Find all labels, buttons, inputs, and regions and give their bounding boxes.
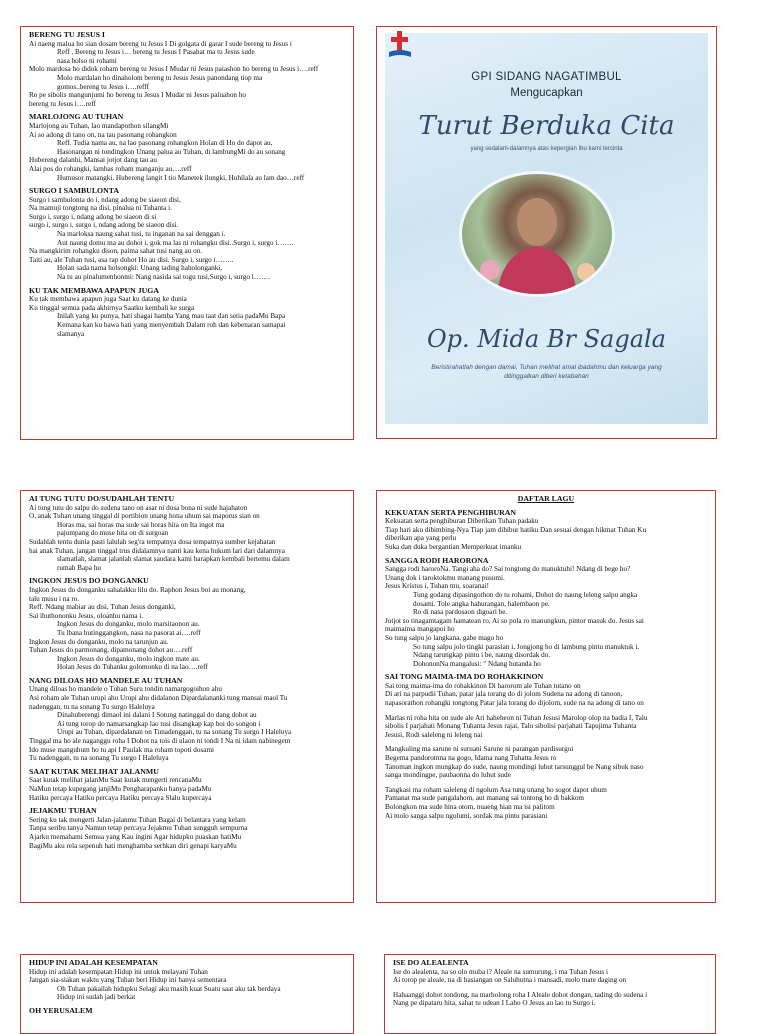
hymn-line: hai anak Tuhan, jangan tinggal trus didalamnya nanti kau kena hukum lari dari dalamnya bbox=[29, 546, 285, 555]
hymn-line: Inilah yang ku punya, hati sbagai hamba Yang mau taat dan setia padaMu Bapa bbox=[57, 312, 286, 321]
hymn-line: Aut naung domu ma au dohot i, gok ma las ni rohangku disi..Surgo i, surgo i……. bbox=[57, 238, 294, 247]
hymn-line: Kemana kan ku bawa hati yang menyembah Dalam roh dan kebenaran samapai bbox=[57, 321, 286, 329]
church-name: GPI SIDANG NAGATIMBUL bbox=[471, 71, 622, 83]
hymn-title: OH YERUSALEM bbox=[29, 1005, 93, 1015]
hymn-line: Tanoman ingkon mungkap do sude, naung mondingi luhut tarsunggul be Nang sibuk naso bbox=[385, 762, 644, 771]
hymn-line: Sai tong maima-ima do rohakkinon Di harorom ale Tuhan tutano on bbox=[385, 681, 581, 690]
hymn-line: Ai so adong di tano on, na tau pasonang rohangkon bbox=[29, 130, 177, 139]
hymn-panel-4 bbox=[20, 954, 354, 1034]
hymn-line: Nang pe dipataru hita, sahat tu udean I Laho O Jesus au lao tu Surgo i. bbox=[393, 999, 596, 1008]
hymn-line: DohononNa mangalusi: " Ndang hutanda ho bbox=[413, 659, 541, 668]
hymn-line: Holan sada nama holsongki: Unang tading haholonganki, bbox=[57, 264, 223, 273]
hymn-line: Ajarku memahami Semua yang Kau ingini Agar hidupku puaskan hatiMu bbox=[29, 832, 242, 841]
hymn-line: Na marloksa naung sahat tusi, tu inganan na sai denggan i. bbox=[57, 230, 226, 239]
hymn-line: Hahaanggi dohot tondong, na marholong roha I Aleale dohot dongan, tading do sudena i bbox=[393, 990, 648, 999]
hymn-line: Marlojong au Tuhan, lao mandapothon silangMi bbox=[29, 121, 169, 130]
hymn-line: sibolis I parjahati Monang Tuhanta Jesus rajai, Talu sibolisi parjahati Tapujima Tuhanta bbox=[385, 722, 637, 731]
song-list-heading: DAFTAR LAGU bbox=[517, 494, 575, 503]
hymn-panel-2-content bbox=[21, 491, 353, 854]
hymn-line: BagiMu aku rela sepenuh hati menghamba serhkan diri genapi karyaMu bbox=[29, 841, 237, 850]
hymn-title: SANGGA RODI HARORONA bbox=[385, 555, 489, 565]
hymn-line: talu musu i na ro. bbox=[29, 594, 80, 603]
hymn-line: Na mamuji tongtong na disi, pinalua ni Tuhanta i. bbox=[29, 204, 172, 213]
hymn-title: ISE DO ALEALENTA bbox=[393, 958, 469, 967]
hymn-line: Sering ku tak mengerti Jalan-jalanmu Tuhan Bagai di belantara yang kelam bbox=[29, 815, 246, 824]
hymn-panel-3-content bbox=[377, 491, 715, 824]
hymn-line: Jesus Kristus i, Tuhan mu, soaranai! bbox=[385, 582, 490, 591]
hymn-line: Sudahlah tentu dunia pasti lalulah seg'ra tempatnya dosa tempatnya sumber kejahatan bbox=[29, 537, 276, 546]
hymn-line: Tanpa seribu tanya Namun tetap percaya Jejakmu Tuhan sungguh sempurna bbox=[29, 824, 248, 833]
hymn-line: Ai naeng malua ho sian dosam bereng tu Jesus I Di golgata di garar I sude bereng tu Jesus i bbox=[29, 39, 292, 48]
hymn-line: Kekuatan serta penghiburan Diberikan Tuhan padaku bbox=[385, 517, 539, 526]
hymn-line: Ai tung torop do namarsangkap lao tusi disangkap kap boi do songon i bbox=[57, 719, 261, 728]
hymn-line: Ro di nasa pardosaon digoari be. bbox=[413, 608, 508, 617]
hymn-line: Reff . Bereng tu Jesus i… bereng tu Jesus I Pasahat ma tu Jesus sude bbox=[57, 48, 255, 57]
hymn-line: Reff. Tudia nama au, na lao pasonang rohangkon Holan di Ho do dapot au, bbox=[57, 139, 273, 148]
hymn-line: Jangan sia-siakan waktu yang Tuhan beri Hidup ini hanya sementara bbox=[29, 976, 227, 985]
hymn-line: Unang diloas ho mandele o Tuhan Suru tondin namargogoihon ahu bbox=[29, 685, 222, 694]
hymn-line: dosami. Tole angka hahurangan, halembaon pe. bbox=[413, 599, 550, 608]
hymn-line: Surgo i sambulonta do i, ndang adong be siaeon disi, bbox=[29, 195, 181, 204]
hymn-line: Ku tak membawa apapun juga Saat ku datang ke dunia bbox=[29, 295, 187, 304]
hymn-line: Jesusi, Rodi saleleng ni leleng nai bbox=[385, 730, 483, 739]
church-cross-icon bbox=[387, 29, 413, 59]
hymn-panel-5-content bbox=[385, 955, 715, 1012]
hymn-line: nasa holso ni rohami bbox=[57, 56, 117, 65]
hymn-line: Mangkuling ma sarune ni suruani Sarune ni parangan pardisurgoi bbox=[385, 745, 574, 754]
greeting-text: Mengucapkan bbox=[510, 87, 583, 99]
hymn-line: Asi roham ale Tuhan urupi ahu Urupi ahu didalanon Dipardalananki tung mansai maol Tu bbox=[29, 694, 288, 703]
hymn-line: Hidup ini sudah jadi berkat bbox=[57, 993, 136, 1002]
hymn-line: Sai ihuthononku Jesus, oloanhu nama i. bbox=[29, 611, 143, 620]
hymn-title: INGKON JESUS DO DONGANKU bbox=[29, 576, 149, 586]
hymn-line: Tung godang dipasingothon do tu rohami, Dohot do naung leleng salpu angka bbox=[413, 590, 638, 599]
hymn-line: Tiap hari aku dibimbing-Nya Tiap jam dihibur hatiku Dan sesuai dengan hikmat Tuhan Ku bbox=[385, 525, 647, 534]
condolence-title: Turut Berduka Cita bbox=[418, 111, 675, 141]
hymn-line: Begema pandoromna na gogo, Idama nang Tuhatta Jesus ro bbox=[385, 754, 557, 763]
hymn-line: Suka dan duka bergantian Memperkuat imanku bbox=[385, 542, 522, 551]
hymn-panel-4-content bbox=[21, 955, 353, 1020]
hymn-line: Marlas ni roha hita on sude ale Ari haheheon ni Tuhan Jesusi Marolop olop na badia I, Talu bbox=[385, 713, 648, 722]
hymn-title: SAI TONG MAIMA-IMA DO ROHAKKINON bbox=[385, 672, 544, 682]
hymn-line: So tung salpu jo langkana, gabe mago ho bbox=[385, 633, 504, 642]
hymn-line: Ndang tarungkap pintu i be, naung disordak do. bbox=[413, 651, 551, 660]
condolence-cover bbox=[376, 26, 717, 439]
deceased-name: Op. Mida Br Sagala bbox=[427, 325, 666, 353]
hymn-line: Dinahuberengi dimaol ini dalani I Sotung natinggal do dang dohot au bbox=[57, 711, 257, 720]
hymn-line: Hasonangan ni tondingkon Unang palua au Tuhan, di lambungMi do au sonang bbox=[57, 147, 286, 156]
hymn-line: Unang dok i taroktokmu manang pusumi. bbox=[385, 573, 505, 582]
hymn-line: Humusor matangki, Hubereng langit I tio Manetek ilungki, Huhilala au lam dao…reff bbox=[57, 173, 305, 182]
hymn-line: Oh Tuhan pakailah hidupku Selagi aku masih kuat Suatu saat aku tak berdaya bbox=[57, 984, 281, 993]
hymn-line: Surgo i, surgo i, ndang adong be siaeon di si bbox=[29, 212, 157, 221]
hymn-panel-3 bbox=[376, 490, 716, 903]
hymn-line: Pamanat ma sude pangalahom, aut manang sai tontong ho di bakkom bbox=[385, 794, 585, 803]
hymn-panel-2 bbox=[20, 490, 354, 903]
hymn-line: Na mangkirim rohangku dison, paima sahat tusi nang au on. bbox=[29, 247, 203, 256]
hymn-panel-1 bbox=[20, 26, 354, 440]
cover-footer: Beristirahatlah dengan damai, Tuhan melihat amal ibadahmu dan keluarga yang ditinggalkan diberi ketabahan bbox=[431, 364, 662, 380]
hymn-line: Alai pos do rohangki, lambas roham manganju au….reff bbox=[29, 164, 192, 173]
hymn-line: Ingkon Jesus do donganku, molo marsitaonon au. bbox=[57, 620, 200, 629]
hymn-line: Ro pe sibolis mangunjumi ho bereng tu Jesus I Mudar ni Jesus paluahon ho bbox=[29, 91, 247, 100]
hymn-line: Ido muse manguhum ho tu api I Paulak ma roham topoti dosami bbox=[29, 745, 215, 754]
hymn-line: Ai tung tutu do salpu do sudena tano on asar ni dosa bona ni sude hajahaton bbox=[29, 503, 248, 512]
hymn-line: bereng tu Jesus i….reff bbox=[29, 99, 96, 108]
hymn-line: NaMun tetap kupegang janjiMu Pengharapanku hanya padaMu bbox=[29, 785, 212, 793]
hymn-line: Bolongkon ma sude hina otom, nuaeng hian ma isi palitom bbox=[385, 803, 555, 811]
hymn-line: rumah Bapa hu bbox=[57, 563, 101, 572]
hymn-line: Taiti au, ale Tuhan tusi, asa rap dohot Ho au disi. Surgo i, surgo i…….. bbox=[29, 255, 234, 264]
hymn-line: gomos..bereng tu Jesus i….refff bbox=[57, 82, 149, 91]
hymn-title: KEKUATAN SERTA PENGHIBURAN bbox=[385, 507, 516, 517]
hymn-line: surgo i, surgo i, surgo i, ndang adong be siaeon disi. bbox=[29, 221, 179, 230]
hymn-line: pajumpang do muse hita on di surgoan bbox=[57, 529, 169, 538]
deceased-portrait bbox=[459, 171, 615, 297]
hymn-line: Ise do alealenta, na so olo muba i? Aleale na sumurung, i ma Tuhan Jesus i bbox=[393, 967, 608, 976]
hymn-line: napasorathon rohangki tongtong Patar jala torang do dijolom, sude na na adong di tano on bbox=[385, 699, 644, 708]
hymn-line: Tinggal ma ho ale naganggu roha I Dohot na tois di ulaon ni tondi I Na ni idam nabinegem bbox=[29, 737, 291, 746]
hymn-title: BERENG TU JESUS I bbox=[29, 30, 105, 39]
hymn-line: Tuhan Jesus do parmonang, dipamonang dohot au….reff bbox=[29, 646, 193, 655]
hymn-line: Ai torop pe aleale, na di hasiangan on Saluhutna i mansadi, molo mate daging on bbox=[393, 976, 627, 985]
hymn-title: AI TUNG TUTU DO/SUDAHLAH TENTU bbox=[29, 494, 175, 503]
hymn-title: MARLOJONG AU TUHAN bbox=[29, 112, 124, 122]
hymn-line: Hubereng dalanhi, Mansai jotjot dang tau au bbox=[29, 156, 157, 165]
hymn-line: Saat kutak melihat jalanMu Saat kutak mengerti rencanaMu bbox=[29, 776, 202, 785]
hymn-line: Di ari na parpudii Tuhan, patar jala torang do di jolom Sudena na adong di tanoon, bbox=[385, 690, 623, 699]
hymn-line: Ku tinggal semua pada akhirnya Saatku kembali ke surga bbox=[29, 303, 195, 312]
hymn-line: O, anak Tuhan unang tinggal di portibion unang hona uhum sai maporus sian on bbox=[29, 512, 260, 521]
hymn-line: Ingkon Jesus do donganku, molo ingkon mate au. bbox=[57, 654, 200, 663]
hymn-line: Tu lbana hutinggangkon, nasa na pasorat ai….reff bbox=[57, 628, 201, 637]
hymn-line: Molo mardosa ho didok roham bereng tu Jesus I Mudar ni Jesus paiashon ho bereng tu Jesus i….reff bbox=[29, 65, 319, 74]
hymn-panel-1-content bbox=[21, 27, 353, 342]
hymn-line: diberikan apa yang perlu bbox=[385, 534, 457, 543]
hymn-line: Holan Jesus do Tuhanku golomonku di na lao….reff bbox=[57, 663, 208, 672]
hymn-title: HIDUP INI ADALAH KESEMPATAN bbox=[29, 958, 158, 967]
hymn-line: Urupi au Tuhan, dipardalanan on Tunadenggan, tu na sonang Tu surgo I Haleluya bbox=[57, 728, 292, 737]
hymn-title: SAAT KUTAK MELIHAT JALANMU bbox=[29, 766, 159, 776]
hymn-line: So tung salpu jolo tingki parasian i, Jongjong ho di lambung pintu manuktuk i. bbox=[413, 642, 640, 651]
hymn-line: Ingkon Jesus do donganku, molo na tarunjun au. bbox=[29, 637, 169, 646]
hymn-line: nadenggan, tu na sonang Tu surgo Haleluya bbox=[29, 702, 155, 711]
hymn-line: sanga mondingpe, paubaonna do luhut sude bbox=[385, 771, 511, 780]
hymn-line: Jotjot so tinagamtagam hamatean ro, Ai so pola ro manungkun, pintor masuk do. Jesus sai bbox=[385, 616, 644, 625]
hymn-title: JEJAKMU TUHAN bbox=[29, 806, 97, 816]
hymn-line: Ai molo sanga salpu ngolumi, sordak ma pintu parasiani bbox=[385, 811, 548, 820]
hymn-line: Tu nadenggan, tu na sonang Tu surgo I Haleluya bbox=[29, 754, 169, 763]
hymn-title: SURGO I SAMBULONTA bbox=[29, 186, 119, 196]
hymn-line: Ingkon Jesus do donganku sahalakku lilu do. Raphon Jesus boi au monang, bbox=[29, 585, 246, 594]
cover-background bbox=[385, 33, 708, 424]
hymn-title: KU TAK MEMBAWA APAPUN JUGA bbox=[29, 285, 159, 295]
hymn-line: maimaima mangapoi ho bbox=[385, 625, 455, 634]
hymn-panel-5 bbox=[384, 954, 716, 1034]
hymn-line: slamanya bbox=[57, 329, 85, 338]
hymn-line: Horas ma, sai horas ma sude sai horas hita on Ita ingot ma bbox=[57, 520, 225, 529]
hymn-line: Reff. Ndang mabiar au disi, Tuhan Jesus donganki, bbox=[29, 603, 176, 612]
hymn-line: Sangga rodi haroroNa. Tangi aha do? Sai tongtong do manuktuhi! Ndang di bege ho? bbox=[385, 565, 631, 574]
hymn-line: slamatlah, slamat jalanlah slamat saudara kami harapkan kembali bertemu dalam bbox=[57, 555, 290, 564]
hymn-line: Molo mardalan ho dinaholom bereng tu Jesus Jesus panondang tiop ma bbox=[57, 73, 263, 82]
portrait-image bbox=[462, 174, 612, 294]
hymn-line: Hidup ini adalah kesempatan Hidup ini untuk melayani Tuhan bbox=[29, 967, 208, 976]
hymn-line: Na tu au pinalumenhonmi: Nang nasida sai togu tusi,Surgo i, surgo i……. bbox=[57, 273, 270, 282]
hymn-title: NANG DILOAS HO MANDELE AU TUHAN bbox=[29, 675, 183, 685]
condolence-subtitle: yang sedalam-dalamnya atas kepergian Ibu kami tercinta bbox=[470, 146, 623, 152]
hymn-line: Hatiku percaya Hatiku percaya Hatiku percaya Slalu kupercaya bbox=[29, 793, 212, 802]
hymn-line: Tangkasi ma roham saleleng di ngolum Asa tung unang ho sogot dapot uhum bbox=[385, 785, 607, 794]
